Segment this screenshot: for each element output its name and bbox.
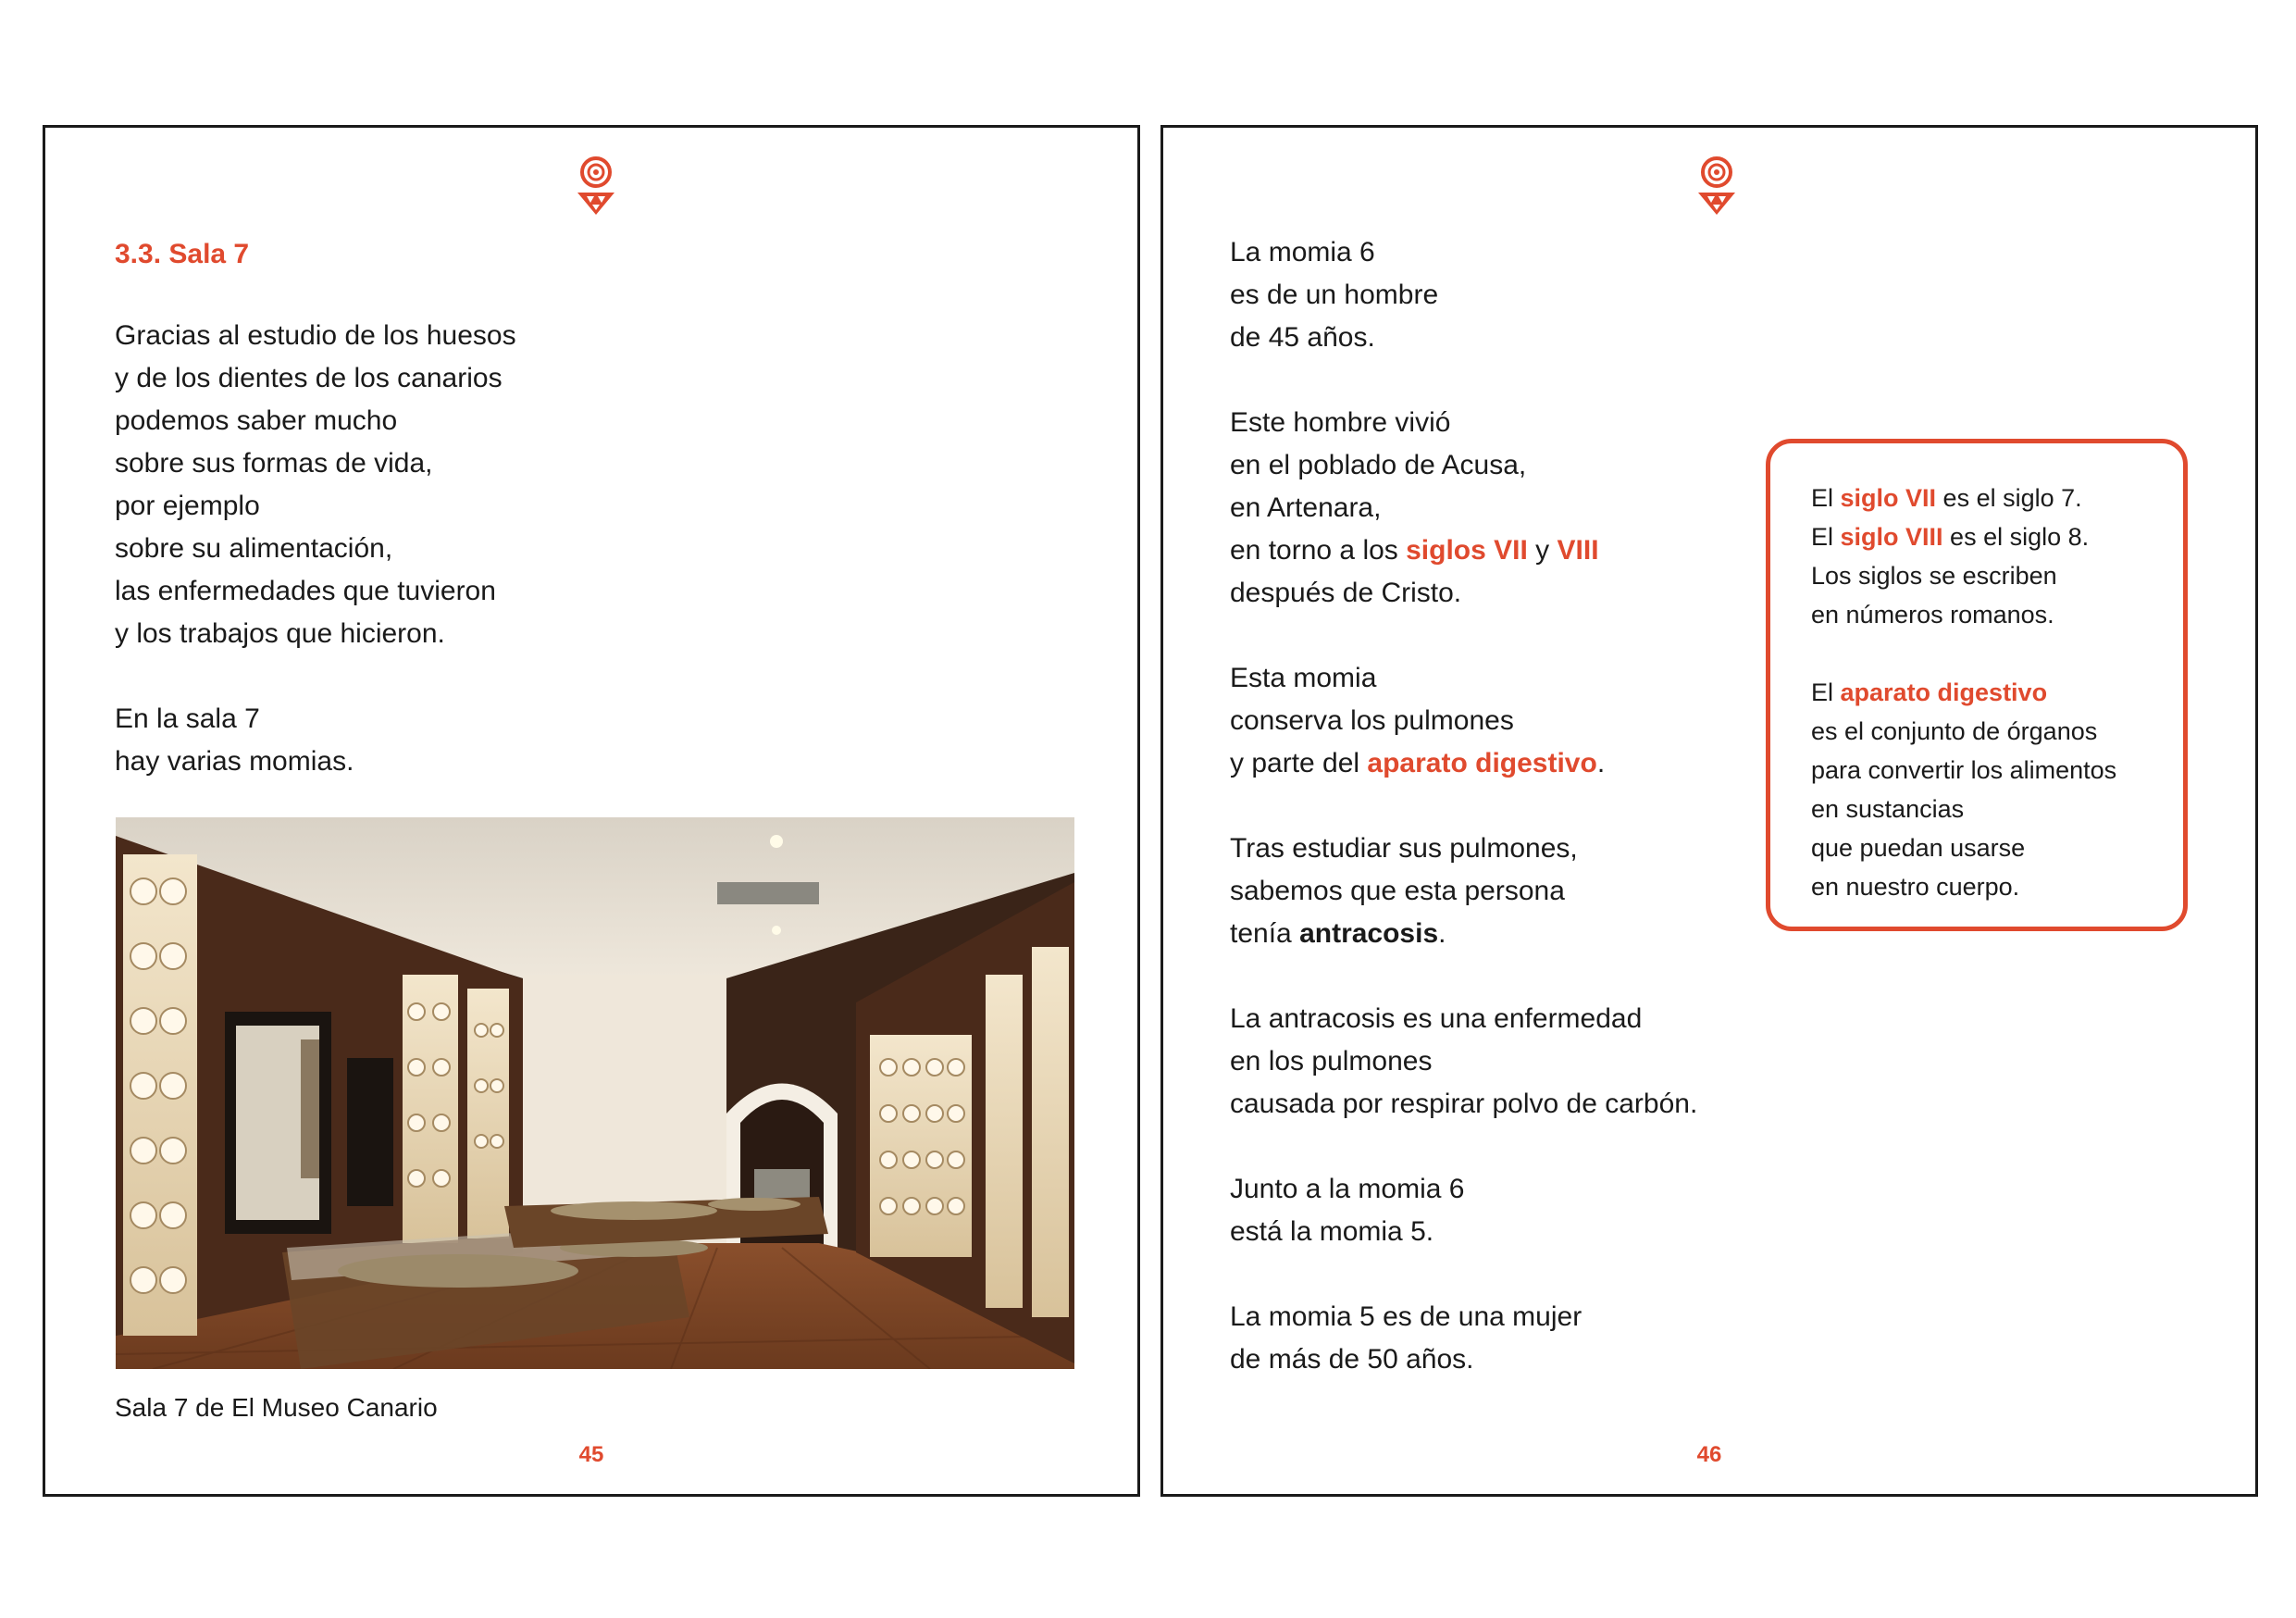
left-page: [43, 125, 1140, 1497]
glossary-term-siglos-vii: siglos VII: [1406, 535, 1528, 566]
lungs-paragraph: [1230, 657, 1605, 785]
photo-caption: Sala 7 de El Museo Canario: [115, 1393, 438, 1422]
glossary-term: aparato digestivo: [1840, 678, 2048, 706]
text-line: hay varias momias.: [115, 746, 354, 777]
glossary-term-aparato-digestivo: aparato digestivo: [1367, 748, 1597, 778]
right-page: [1160, 125, 2258, 1497]
text-line: de más de 50 años.: [1230, 1344, 1474, 1375]
text-line: podemos saber mucho: [115, 405, 398, 436]
glossary-line: que puedan usarse: [1811, 834, 2026, 862]
text-line: en el poblado de Acusa,: [1230, 450, 1527, 480]
glossary-box: [1766, 439, 2188, 931]
text-fragment: El: [1811, 678, 1841, 706]
text-line: en Artenara,: [1230, 492, 1382, 523]
text-line: las enfermedades que tuvieron: [115, 576, 496, 606]
text-line: después de Cristo.: [1230, 578, 1462, 608]
text-fragment: El: [1811, 523, 1841, 551]
section-heading: 3.3. Sala 7: [115, 239, 250, 269]
text-line: [1230, 913, 1578, 955]
text-line: por ejemplo: [115, 491, 260, 521]
glossary-line: [1811, 479, 2183, 517]
glossary-line: en números romanos.: [1811, 601, 2054, 629]
museum-room-photo: [116, 817, 1074, 1369]
text-line: en los pulmones: [1230, 1046, 1433, 1077]
museum-logo-icon: [1694, 156, 1740, 220]
sala-paragraph: [115, 698, 354, 783]
text-fragment: y parte del: [1230, 748, 1368, 778]
text-line: La momia 5 es de una mujer: [1230, 1301, 1582, 1332]
bold-term-antracosis: antracosis: [1299, 918, 1439, 949]
location-paragraph: [1230, 402, 1599, 615]
intro-paragraph: [115, 315, 516, 655]
text-line: Junto a la momia 6: [1230, 1174, 1465, 1204]
disease-paragraph: [1230, 998, 1697, 1126]
mummy5-intro-paragraph: [1230, 1168, 1464, 1253]
text-line: de 45 años.: [1230, 322, 1375, 353]
text-fragment: y: [1527, 535, 1558, 566]
text-line: y de los dientes de los canarios: [115, 363, 503, 393]
glossary-term: siglo VII: [1840, 484, 1937, 512]
text-line: sabemos que esta persona: [1230, 876, 1565, 906]
text-line: Gracias al estudio de los huesos: [115, 320, 516, 351]
text-line: y los trabajos que hicieron.: [115, 618, 445, 649]
museum-room-illustration: [116, 817, 1074, 1369]
text-line: En la sala 7: [115, 703, 260, 734]
glossary-line: es el conjunto de órganos: [1811, 717, 2098, 745]
text-fragment: .: [1438, 918, 1446, 949]
glossary-line: [1811, 517, 2183, 556]
glossary-term-viii: VIII: [1557, 535, 1599, 566]
text-fragment: El: [1811, 484, 1841, 512]
text-line: causada por respirar polvo de carbón.: [1230, 1089, 1698, 1119]
antracosis-paragraph: [1230, 828, 1578, 955]
spacer: [1811, 634, 2183, 673]
text-fragment: es el siglo 7.: [1936, 484, 2082, 512]
text-line: La antracosis es una enfermedad: [1230, 1003, 1643, 1034]
text-line: Este hombre vivió: [1230, 407, 1451, 438]
text-fragment: .: [1596, 748, 1606, 778]
page-number: 45: [578, 1442, 604, 1467]
text-fragment: en torno a los: [1230, 535, 1407, 566]
page-number: 46: [1696, 1442, 1722, 1467]
text-line: Tras estudiar sus pulmones,: [1230, 833, 1578, 864]
text-line: conserva los pulmones: [1230, 705, 1514, 736]
text-fragment: es el siglo 8.: [1942, 523, 2090, 551]
glossary-line: [1811, 673, 2183, 712]
glossary-line: para convertir los alimentos: [1811, 756, 2117, 784]
mummy6-paragraph: [1230, 231, 1438, 359]
text-line: La momia 6: [1230, 237, 1375, 268]
text-fragment: tenía: [1230, 918, 1300, 949]
text-line: sobre sus formas de vida,: [115, 448, 433, 479]
glossary-line: en sustancias: [1811, 795, 1965, 823]
museum-logo-icon: [573, 156, 619, 220]
text-line: es de un hombre: [1230, 280, 1439, 310]
text-line: Esta momia: [1230, 663, 1377, 693]
text-line: está la momia 5.: [1230, 1216, 1434, 1247]
mummy5-paragraph: [1230, 1296, 1582, 1381]
glossary-line: Los siglos se escriben: [1811, 562, 2057, 590]
text-line: sobre su alimentación,: [115, 533, 393, 564]
text-line: [1230, 742, 1605, 785]
text-line: [1230, 529, 1599, 572]
glossary-line: en nuestro cuerpo.: [1811, 873, 2020, 901]
glossary-term: siglo VIII: [1840, 523, 1943, 551]
